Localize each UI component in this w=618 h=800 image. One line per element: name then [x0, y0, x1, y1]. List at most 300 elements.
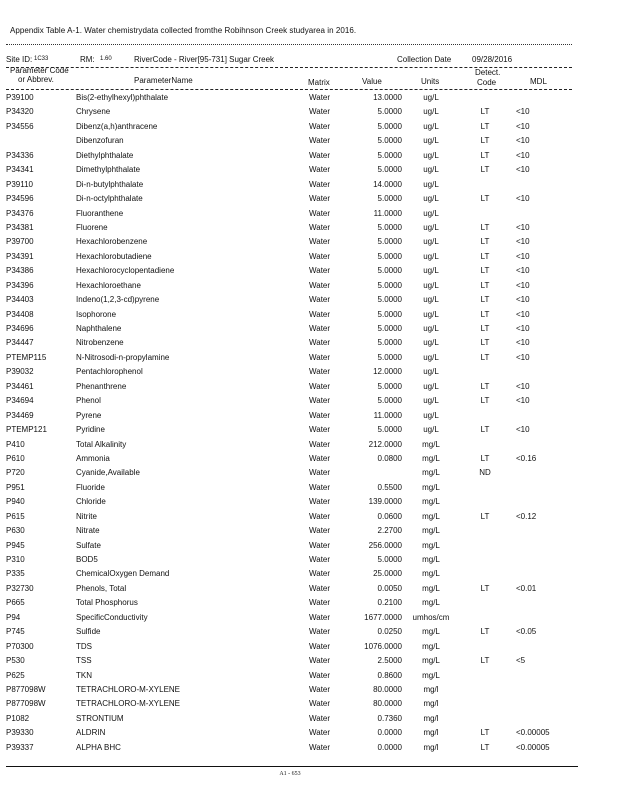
param-code-cell: P34391: [6, 251, 34, 261]
table-row: [0, 395, 618, 409]
matrix-cell: Water: [309, 468, 331, 478]
table-row: [0, 410, 618, 424]
matrix-cell: Water: [309, 641, 331, 651]
detect-code-cell: LT: [480, 742, 490, 752]
matrix-cell: Water: [309, 627, 331, 637]
param-name-cell: Total Phosphorus: [76, 598, 138, 608]
units-cell: ug/L: [423, 280, 439, 290]
param-code-cell: P665: [6, 598, 25, 608]
value-cell: 0.0800: [377, 453, 402, 463]
param-name-cell: Fluoranthene: [76, 208, 124, 218]
value-cell: 11.0000: [373, 410, 402, 420]
table-row: [0, 150, 618, 164]
value-cell: 5.0000: [377, 194, 402, 204]
table-row: [0, 208, 618, 222]
page-footer: A1 - 653: [279, 771, 301, 777]
table-row: [0, 684, 618, 698]
header-param-name: ParameterName: [134, 76, 193, 85]
detect-code-cell: LT: [480, 136, 490, 146]
matrix-cell: Water: [309, 540, 331, 550]
param-code-cell: P625: [6, 670, 25, 680]
detect-code-cell: LT: [480, 453, 490, 463]
mdl-cell: <0.16: [516, 453, 537, 463]
detect-code-cell: LT: [480, 656, 490, 666]
param-code-cell: P34447: [6, 338, 34, 348]
table-row: [0, 597, 618, 611]
mdl-cell: <0.05: [516, 627, 537, 637]
table-row: [0, 135, 618, 149]
param-code-cell: P34408: [6, 309, 34, 319]
mdl-cell: <10: [516, 165, 530, 175]
matrix-cell: Water: [309, 324, 331, 333]
detect-code-cell: LT: [480, 627, 490, 637]
param-code-cell: P34469: [6, 410, 34, 420]
units-cell: mg/l: [423, 742, 439, 752]
value-cell: 0.8600: [377, 670, 402, 680]
param-code-cell: P70300: [6, 641, 34, 651]
matrix-cell: Water: [309, 713, 331, 723]
value-cell: 0.0250: [377, 627, 402, 637]
units-cell: mg/L: [422, 511, 440, 521]
table-row: [0, 525, 618, 539]
param-code-cell: P940: [6, 497, 25, 507]
param-code-cell: P34341: [6, 165, 34, 175]
param-name-cell: Nitrite: [76, 511, 97, 521]
matrix-cell: Water: [309, 670, 331, 680]
header-value: Value: [362, 77, 382, 86]
value-cell: 5.0000: [377, 251, 402, 261]
units-cell: ug/L: [423, 194, 439, 204]
mdl-cell: <10: [516, 150, 530, 160]
value-cell: 256.0000: [368, 540, 402, 550]
matrix-cell: Water: [309, 352, 331, 362]
header-matrix: Matrix: [308, 78, 330, 87]
value-cell: 13.0000: [373, 93, 402, 102]
table-row: [0, 366, 618, 380]
table-row: [0, 265, 618, 279]
param-name-cell: Pyrene: [76, 410, 102, 420]
value-cell: 14.0000: [373, 179, 402, 189]
value-cell: 11.0000: [373, 208, 402, 218]
detect-code-cell: LT: [480, 121, 490, 131]
mdl-cell: <10: [516, 352, 530, 362]
value-cell: 0.5500: [377, 482, 402, 492]
matrix-cell: Water: [309, 237, 331, 247]
param-name-cell: Hexachlorobutadiene: [76, 251, 152, 261]
param-code-cell: P410: [6, 439, 25, 449]
site-info-row: [0, 55, 618, 67]
matrix-cell: Water: [309, 295, 331, 305]
table-row: [0, 352, 618, 366]
matrix-cell: Water: [309, 555, 331, 564]
value-cell: 80.0000: [373, 684, 402, 694]
param-code-cell: P34320: [6, 107, 34, 117]
detect-code-cell: LT: [480, 237, 490, 247]
value-cell: 212.0000: [368, 439, 402, 449]
param-code-cell: P34376: [6, 208, 34, 218]
param-name-cell: Pyridine: [76, 425, 105, 435]
mdl-cell: <10: [516, 222, 530, 232]
value-cell: 5.0000: [377, 324, 402, 333]
title-divider: [6, 44, 572, 45]
param-name-cell: ALPHA BHC: [76, 742, 121, 752]
detect-code-cell: LT: [480, 266, 490, 276]
table-row: [0, 511, 618, 525]
matrix-cell: Water: [309, 410, 331, 420]
mdl-cell: <10: [516, 136, 530, 146]
data-table: [0, 92, 618, 756]
mdl-cell: <10: [516, 295, 530, 305]
header-units: Units: [421, 77, 440, 86]
table-row: [0, 323, 618, 337]
value-cell: 5.0000: [377, 338, 402, 348]
units-cell: ug/L: [423, 93, 439, 102]
detect-code-cell: LT: [480, 280, 490, 290]
mdl-cell: <10: [516, 324, 530, 333]
table-row: [0, 568, 618, 582]
param-code-cell: P39032: [6, 367, 34, 377]
value-cell: 5.0000: [377, 309, 402, 319]
header-param-code-2: or Abbrev.: [18, 75, 54, 84]
param-code-cell: P951: [6, 482, 25, 492]
param-code-cell: P1082: [6, 713, 30, 723]
param-code-cell: P615: [6, 511, 25, 521]
matrix-cell: Water: [309, 742, 331, 752]
matrix-cell: Water: [309, 309, 331, 319]
mdl-cell: <10: [516, 425, 530, 435]
units-cell: ug/L: [423, 324, 439, 333]
value-cell: 5.0000: [377, 136, 402, 146]
mdl-cell: <10: [516, 309, 530, 319]
header-bottom-rule: [6, 89, 572, 90]
table-row: [0, 164, 618, 178]
param-name-cell: Naphthalene: [76, 324, 122, 333]
table-row: [0, 121, 618, 135]
value-cell: 2.5000: [377, 656, 402, 666]
param-code-cell: P335: [6, 569, 25, 579]
table-row: [0, 467, 618, 481]
param-name-cell: STRONTIUM: [76, 713, 124, 723]
param-code-cell: P34381: [6, 222, 34, 232]
value-cell: 5.0000: [377, 237, 402, 247]
table-row: [0, 713, 618, 727]
units-cell: ug/L: [423, 410, 439, 420]
table-row: [0, 222, 618, 236]
units-cell: mg/L: [422, 598, 440, 608]
param-code-cell: P34396: [6, 280, 34, 290]
matrix-cell: Water: [309, 569, 331, 579]
param-code-cell: P34556: [6, 121, 34, 131]
matrix-cell: Water: [309, 338, 331, 348]
table-row: [0, 742, 618, 756]
units-cell: mg/L: [422, 569, 440, 579]
matrix-cell: Water: [309, 121, 331, 131]
matrix-cell: Water: [309, 583, 331, 593]
units-cell: ug/L: [423, 165, 439, 175]
table-row: [0, 453, 618, 467]
detect-code-cell: LT: [480, 338, 490, 348]
units-cell: ug/L: [423, 295, 439, 305]
param-name-cell: ChemicalOxygen Demand: [76, 569, 170, 579]
mdl-cell: <10: [516, 251, 530, 261]
value-cell: 2.2700: [377, 526, 402, 536]
rm-value: 1.60: [100, 56, 112, 62]
table-row: [0, 337, 618, 351]
mdl-cell: <0.00005: [516, 728, 550, 738]
units-cell: mg/L: [422, 526, 440, 536]
units-cell: mg/L: [422, 641, 440, 651]
units-cell: ug/L: [423, 222, 439, 232]
site-id-value: 1C33: [34, 56, 49, 62]
param-code-cell: P630: [6, 526, 25, 536]
mdl-cell: <10: [516, 237, 530, 247]
matrix-cell: Water: [309, 280, 331, 290]
table-row: [0, 236, 618, 250]
value-cell: 5.0000: [377, 381, 402, 391]
value-cell: 5.0000: [377, 222, 402, 232]
detect-code-cell: LT: [480, 352, 490, 362]
table-row: [0, 626, 618, 640]
header-detect-1: Detect.: [475, 68, 501, 77]
matrix-cell: Water: [309, 367, 331, 377]
matrix-cell: Water: [309, 251, 331, 261]
units-cell: ug/L: [423, 367, 439, 377]
units-cell: mg/L: [422, 540, 440, 550]
param-name-cell: Pentachlorophenol: [76, 367, 143, 377]
param-name-cell: Hexachloroethane: [76, 280, 141, 290]
collection-date-label: Collection Date: [397, 55, 452, 64]
mdl-cell: <5: [516, 656, 526, 666]
value-cell: 139.0000: [368, 497, 402, 507]
value-cell: 80.0000: [373, 699, 402, 709]
value-cell: 0.0600: [377, 511, 402, 521]
value-cell: 25.0000: [373, 569, 402, 579]
units-cell: ug/L: [423, 396, 439, 406]
table-row: [0, 554, 618, 568]
detect-code-cell: LT: [480, 425, 490, 435]
param-code-cell: P34386: [6, 266, 34, 276]
mdl-cell: <10: [516, 381, 530, 391]
value-cell: 1677.0000: [364, 612, 402, 622]
param-code-cell: P34696: [6, 324, 34, 333]
value-cell: 0.0000: [377, 728, 402, 738]
mdl-cell: <0.01: [516, 583, 537, 593]
param-name-cell: Isophorone: [76, 309, 117, 319]
detect-code-cell: LT: [480, 150, 490, 160]
param-name-cell: Ammonia: [76, 453, 110, 463]
value-cell: 5.0000: [377, 150, 402, 160]
units-cell: ug/L: [423, 150, 439, 160]
mdl-cell: <0.00005: [516, 742, 550, 752]
mdl-cell: <10: [516, 194, 530, 204]
units-cell: ug/L: [423, 381, 439, 391]
detect-code-cell: ND: [479, 468, 491, 478]
param-name-cell: Hexachlorobenzene: [76, 237, 148, 247]
param-name-cell: N-Nitrosodi-n-propylamine: [76, 352, 170, 362]
table-row: [0, 655, 618, 669]
table-row: [0, 92, 618, 106]
matrix-cell: Water: [309, 179, 331, 189]
detect-code-cell: LT: [480, 381, 490, 391]
table-row: [0, 482, 618, 496]
matrix-cell: Water: [309, 699, 331, 709]
site-id-label: Site ID:: [6, 55, 33, 64]
table-row: [0, 540, 618, 554]
detect-code-cell: LT: [480, 728, 490, 738]
detect-code-cell: LT: [480, 295, 490, 305]
value-cell: 5.0000: [377, 555, 402, 564]
matrix-cell: Water: [309, 684, 331, 694]
table-title: Appendix Table A-1. Water chemistrydata collected fromthe Robihnson Creek studyarea in 2016.: [10, 26, 357, 35]
detect-code-cell: LT: [480, 107, 490, 117]
mdl-cell: <0.12: [516, 511, 537, 521]
param-name-cell: Bis(2-ethylhexyl)phthalate: [76, 93, 169, 102]
param-name-cell: Nitrate: [76, 526, 100, 536]
units-cell: mg/L: [422, 583, 440, 593]
param-code-cell: P945: [6, 540, 25, 550]
param-code-cell: P94: [6, 612, 21, 622]
param-name-cell: TETRACHLORO-M-XYLENE: [76, 684, 181, 694]
param-name-cell: ALDRIN: [76, 728, 106, 738]
header-mdl: MDL: [530, 77, 547, 86]
table-row: [0, 193, 618, 207]
mdl-cell: <10: [516, 266, 530, 276]
mdl-cell: <10: [516, 280, 530, 290]
param-code-cell: P39700: [6, 237, 34, 247]
value-cell: 0.0050: [377, 583, 402, 593]
value-cell: 0.7360: [377, 713, 402, 723]
header-top-rule: [6, 67, 572, 68]
matrix-cell: Water: [309, 208, 331, 218]
value-cell: 0.2100: [377, 598, 402, 608]
value-cell: 5.0000: [377, 121, 402, 131]
matrix-cell: Water: [309, 728, 331, 738]
param-code-cell: P34596: [6, 194, 34, 204]
units-cell: mg/l: [423, 728, 439, 738]
param-name-cell: Hexachlorocyclopentadiene: [76, 266, 175, 276]
collection-date: 09/28/2016: [472, 55, 513, 64]
param-name-cell: Dibenzofuran: [76, 136, 124, 146]
table-bottom-rule: [6, 766, 578, 767]
table-row: [0, 612, 618, 626]
param-name-cell: Chloride: [76, 497, 106, 507]
matrix-cell: Water: [309, 497, 331, 507]
units-cell: mg/L: [422, 670, 440, 680]
matrix-cell: Water: [309, 396, 331, 406]
matrix-cell: Water: [309, 107, 331, 117]
matrix-cell: Water: [309, 656, 331, 666]
param-name-cell: Dibenz(a,h)anthracene: [76, 121, 158, 131]
param-code-cell: P610: [6, 453, 25, 463]
detect-code-cell: LT: [480, 165, 490, 175]
units-cell: ug/L: [423, 266, 439, 276]
units-cell: ug/L: [423, 136, 439, 146]
param-code-cell: P877098W: [6, 699, 46, 709]
param-name-cell: Total Alkalinity: [76, 439, 127, 449]
units-cell: ug/L: [423, 121, 439, 131]
units-cell: ug/L: [423, 179, 439, 189]
value-cell: 5.0000: [377, 165, 402, 175]
matrix-cell: Water: [309, 482, 331, 492]
table-row: [0, 641, 618, 655]
param-code-cell: P39110: [6, 179, 33, 189]
units-cell: mg/l: [423, 699, 439, 709]
param-code-cell: PTEMP121: [6, 425, 47, 435]
matrix-cell: Water: [309, 425, 331, 435]
param-name-cell: BOD5: [76, 555, 98, 564]
matrix-cell: Water: [309, 598, 331, 608]
units-cell: ug/L: [423, 352, 439, 362]
param-name-cell: TDS: [76, 641, 92, 651]
units-cell: ug/L: [423, 251, 439, 261]
units-cell: mg/L: [422, 555, 440, 564]
param-name-cell: Nitrobenzene: [76, 338, 124, 348]
units-cell: mg/l: [423, 713, 439, 723]
param-code-cell: P720: [6, 468, 25, 478]
param-code-cell: PTEMP115: [6, 352, 47, 362]
param-name-cell: TSS: [76, 656, 92, 666]
matrix-cell: Water: [309, 150, 331, 160]
units-cell: umhos/cm: [412, 612, 450, 622]
param-name-cell: Dimethylphthalate: [76, 165, 141, 175]
param-name-cell: Fluoride: [76, 482, 105, 492]
matrix-cell: Water: [309, 453, 331, 463]
units-cell: mg/L: [422, 453, 440, 463]
param-code-cell: P34403: [6, 295, 34, 305]
param-name-cell: Sulfide: [76, 627, 101, 637]
table-row: [0, 727, 618, 741]
param-name-cell: Diethylphthalate: [76, 150, 134, 160]
param-code-cell: P39100: [6, 93, 34, 102]
matrix-cell: Water: [309, 194, 331, 204]
units-cell: ug/L: [423, 237, 439, 247]
rm-label: RM:: [80, 55, 95, 64]
param-name-cell: Di-n-butylphthalate: [76, 179, 144, 189]
param-name-cell: Phenols, Total: [76, 583, 127, 593]
header-param-code-1: Parameter Code: [10, 66, 69, 75]
param-name-cell: Indeno(1,2,3-cd)pyrene: [76, 295, 160, 305]
units-cell: mg/l: [423, 684, 439, 694]
table-row: [0, 106, 618, 120]
detect-code-cell: LT: [480, 324, 490, 333]
units-cell: mg/L: [422, 439, 440, 449]
value-cell: 5.0000: [377, 266, 402, 276]
param-name-cell: Phenol: [76, 396, 101, 406]
value-cell: 0.0000: [377, 742, 402, 752]
matrix-cell: Water: [309, 381, 331, 391]
param-code-cell: P310: [6, 555, 25, 564]
table-row: [0, 698, 618, 712]
river-code: RiverCode - River[95-731] Sugar Creek: [134, 55, 275, 64]
header-detect-2: Code: [477, 78, 497, 87]
table-row: [0, 280, 618, 294]
mdl-cell: <10: [516, 121, 530, 131]
detect-code-cell: LT: [480, 396, 490, 406]
param-code-cell: P32730: [6, 583, 34, 593]
detect-code-cell: LT: [480, 511, 490, 521]
param-name-cell: Di-n-octylphthalate: [76, 194, 143, 204]
value-cell: 12.0000: [373, 367, 402, 377]
units-cell: ug/L: [423, 425, 439, 435]
table-row: [0, 381, 618, 395]
param-name-cell: Chrysene: [76, 107, 111, 117]
matrix-cell: Water: [309, 136, 331, 146]
units-cell: mg/L: [422, 497, 440, 507]
value-cell: 5.0000: [377, 396, 402, 406]
units-cell: mg/L: [422, 627, 440, 637]
units-cell: ug/L: [423, 338, 439, 348]
value-cell: 5.0000: [377, 352, 402, 362]
